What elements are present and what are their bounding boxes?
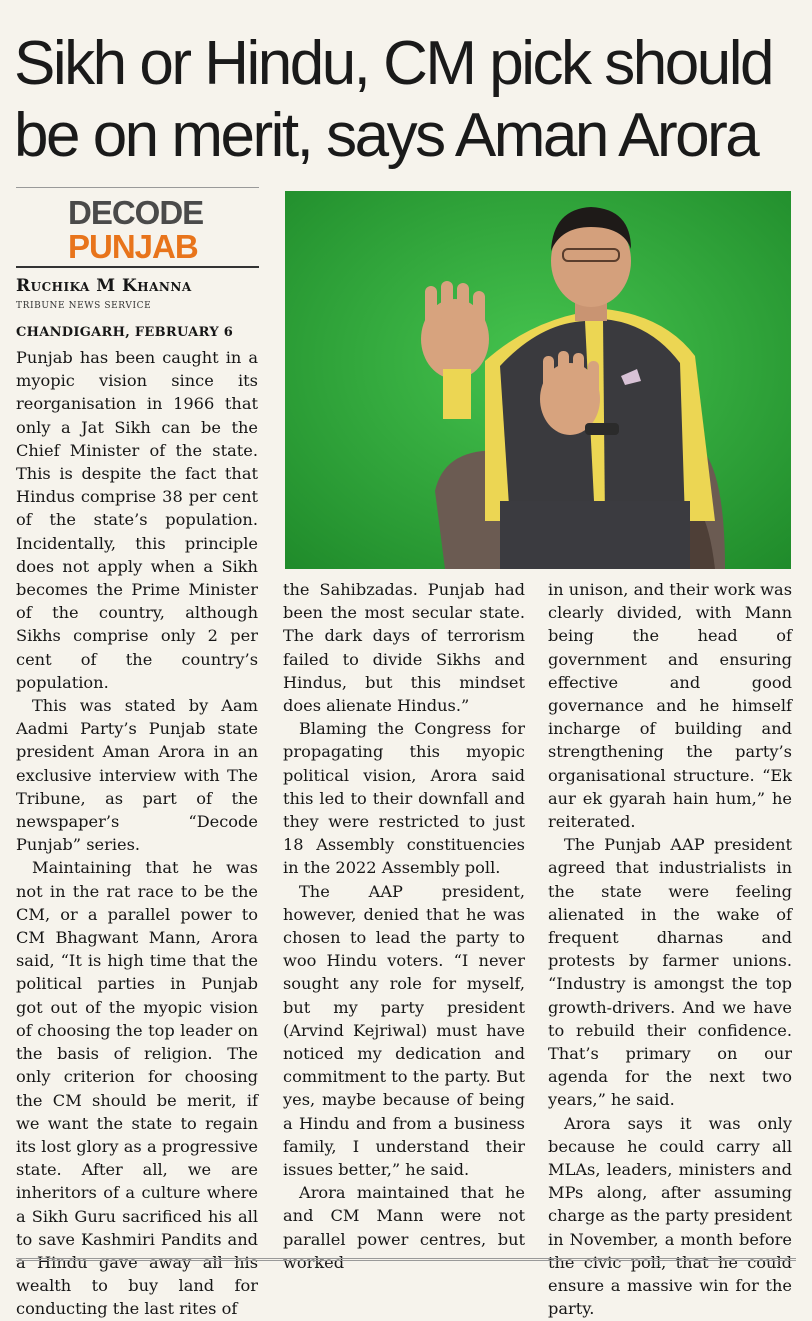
dateline: CHANDIGARH, FEBRUARY 6	[16, 325, 234, 340]
divider	[16, 187, 259, 188]
paragraph: This was stated by Aam Aadmi Party’s Punjab state president Aman Arora in an exclusive interview with The Tribune, as part of the newspaper’s “Decode Punjab” series.	[16, 696, 258, 855]
paragraph: in unison, and their work was clearly divided, with Mann being the head of government and ensuring effective and good governance and he himself incharge of building and strengthening the party’s organisational structure. “Ek aur ek gyarah hain hum,” he reiterated.	[548, 580, 792, 832]
photo-of-aman-arora	[285, 191, 791, 569]
paragraph: the Sahibzadas. Punjab had been the most secular state. The dark days of terrorism failed to divide Sikhs and Hindus, but this mindset does alienate Hindus.”	[283, 580, 525, 716]
series-logo-line1: DECODE	[68, 194, 204, 231]
paragraph: The Punjab AAP president agreed that industrialists in the state were feeling alienated in the wake of frequent dharnas and protests by farmer unions. “Industry is amongst the top growth-drivers. And we have to rebuild their confidence. That’s primary on our agenda for the next two years,” he said.	[548, 835, 792, 1110]
headline: Sikh or Hindu, CM pick should be on merit, says Aman Arora	[14, 29, 772, 170]
paragraph: The AAP president, however, denied that he was chosen to lead the party to woo Hindu voters. “I never sought any role for myself, but my party president (Arvind Kejriwal) must have noticed my dedication and commitment to the party. But yes, maybe because of being a Hindu and from a business family, I understand their issues better,” he said.	[283, 881, 525, 1180]
series-logo-line2: PUNJAB	[68, 228, 198, 265]
paragraph: Maintaining that he was not in the rat race to be the CM, or a parallel power to CM Bhagwant Mann, Arora said, “It is high time that the political parties in Punjab got out of the myopic vision of choosing the top leader on the basis of religion. The only criterion for choosing the CM should be merit, if we want the state to regain its lost glory as a progressive state. After all, we are inheritors of a culture where a Sikh Guru sacrificed his all to save Kashmiri Pandits and a Hindu gave away all his wealth to buy land for conducting the last rites of	[16, 858, 258, 1319]
byline: Ruchika M Khanna	[16, 276, 192, 296]
article-column-1	[16, 346, 258, 1321]
bottom-divider	[16, 1258, 796, 1261]
paragraph: Arora maintained that he and CM Mann were not parallel power centres, but worked	[283, 1183, 525, 1272]
agency-credit: TRIBUNE NEWS SERVICE	[16, 301, 152, 311]
series-logo	[68, 196, 203, 264]
paragraph: Blaming the Congress for propagating this myopic political vision, Arora said this led to their downfall and they were restricted to just 18 Assembly constituencies in the 2022 Assembly poll.	[283, 719, 525, 878]
article-column-2	[283, 578, 525, 1274]
paragraph: Punjab has been caught in a myopic vision since its reorganisation in 1966 that only a Jat Sikh can be the Chief Minister of the state. This is despite the fact that Hindus comprise 38 per cent of the state’s population. Incidentally, this principle does not apply when a Sikh becomes the Prime Minister of the country, although Sikhs comprise only 2 per cent of the country’s population.	[16, 348, 258, 692]
paragraph: Arora says it was only because he could carry all MLAs, leaders, ministers and MPs along, after assuming charge as the party president in November, a month before the civic poll, that he could ensure a massive win for the party.	[548, 1113, 792, 1319]
divider	[16, 266, 259, 268]
article-column-3	[548, 578, 792, 1321]
